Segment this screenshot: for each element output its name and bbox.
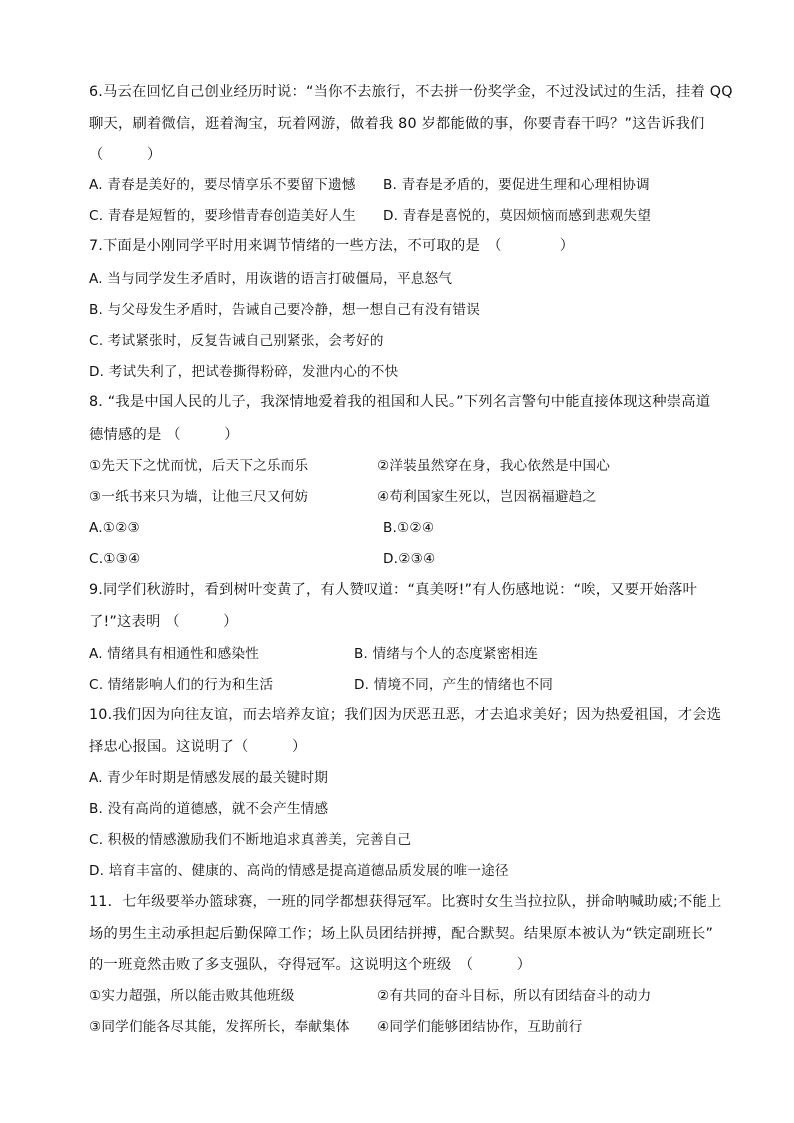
- q9-option-c: C. 情绪影响人们的行为和生活: [89, 677, 274, 693]
- q11-item-1: ①实力超强，所以能击败其他班级: [89, 988, 295, 1004]
- q9-stem-line1: 9.同学们秋游时，看到树叶变黄了，有人赞叹道：“真美呀!”有人伤感地说：“唉，又要开始落叶: [89, 582, 698, 598]
- q7-option-b: B. 与父母发生矛盾时，告诫自己要冷静，想一想自己有没有错误: [89, 302, 480, 318]
- q7-option-a: A. 当与同学发生矛盾时，用诙谐的语言打破僵局，平息怒气: [89, 271, 453, 287]
- q10-option-d: D. 培育丰富的、健康的、高尚的情感是提高道德品质发展的唯一途径: [89, 863, 509, 879]
- q10-option-b: B. 没有高尚的道德感，就不会产生情感: [89, 801, 329, 817]
- q9-option-a: A. 情绪具有相通性和感染性: [89, 646, 260, 662]
- q8-stem-line1: 8. “我是中国人民的儿子，我深情地爱着我的祖国和人民。”下列名言警句中能直接体现这种崇高道: [89, 394, 711, 410]
- q6-option-d: D. 青春是喜悦的，莫因烦恼而感到悲观失望: [383, 208, 651, 224]
- q9-stem-line2: 了!”这表明 （ ）: [89, 614, 238, 630]
- q11-item-4: ④同学们能够团结协作，互助前行: [377, 1019, 583, 1035]
- q10-stem-line1: 10.我们因为向往友谊，而去培养友谊；我们因为厌恶丑恶，才去追求美好；因为热爱祖国，才会选: [89, 707, 722, 723]
- q10-stem-line2: 择忠心报国。这说明了（ ）: [89, 739, 307, 755]
- q8-item-1: ①先天下之忧而忧，后天下之乐而乐: [89, 458, 309, 474]
- q6-stem-line1: 6.马云在回忆自己创业经历时说：“当你不去旅行，不去拼一份奖学金，不过没试过的生活，挂着 QQ: [89, 84, 733, 100]
- q7-option-c: C. 考试紧张时，反复告诫自己别紧张，会考好的: [89, 333, 384, 349]
- q9-option-b: B. 情绪与个人的态度紧密相连: [354, 646, 539, 662]
- q6-option-c: C. 青春是短暂的，要珍惜青春创造美好人生: [89, 208, 357, 224]
- q6-stem-line3: （ ）: [89, 147, 162, 163]
- q8-option-b: B.①②④: [383, 520, 435, 536]
- q8-item-2: ②洋装虽然穿在身，我心依然是中国心: [377, 458, 611, 474]
- q11-stem-line1: 11．七年级要举办篮球赛，一班的同学都想获得冠军。比赛时女生当拉拉队，拼命呐喊助威;不能上: [89, 894, 722, 910]
- q11-stem-line2: 场的男生主动承担起后勤保障工作；场上队员团结拼搏，配合默契。结果原本被认为“铁定副班长”: [89, 926, 714, 942]
- q11-stem-line3: 的一班竟然击败了多支强队，夺得冠军。这说明这个班级 （ ）: [89, 957, 532, 973]
- q6-option-b: B. 青春是矛盾的，要促进生理和心理相协调: [383, 177, 650, 193]
- q7-option-d: D. 考试失利了，把试卷撕得粉碎，发泄内心的不快: [89, 364, 399, 380]
- q8-option-c: C.①③④: [89, 551, 141, 567]
- q8-item-3: ③一纸书来只为墙，让他三尺又何妨: [89, 489, 309, 505]
- q8-option-d: D.②③④: [383, 551, 436, 567]
- q6-option-a: A. 青春是美好的，要尽情享乐不要留下遗憾: [89, 177, 356, 193]
- q6-stem-line2: 聊天，刷着微信，逛着淘宝，玩着网游，做着我 80 岁都能做的事，你要青春干吗？”这告诉我们: [89, 116, 705, 132]
- q8-item-4: ④苟利国家生死以，岂因祸福避趋之: [377, 489, 597, 505]
- q8-option-a: A.①②③: [89, 520, 140, 536]
- q10-option-a: A. 青少年时期是情感发展的最关键时期: [89, 770, 329, 786]
- q9-option-d: D. 情境不同，产生的情绪也不同: [354, 677, 554, 693]
- q11-item-3: ③同学们能各尽其能，发挥所长，奉献集体: [89, 1019, 350, 1035]
- q8-stem-line2: 德情感的是 （ ）: [89, 427, 239, 443]
- q11-item-2: ②有共同的奋斗目标，所以有团结奋斗的动力: [377, 988, 652, 1004]
- q7-stem-line1: 7.下面是小刚同学平时用来调节情绪的一些方法，不可取的是 （ ）: [89, 238, 575, 254]
- q10-option-c: C. 积极的情感激励我们不断地追求真善美，完善自己: [89, 832, 412, 848]
